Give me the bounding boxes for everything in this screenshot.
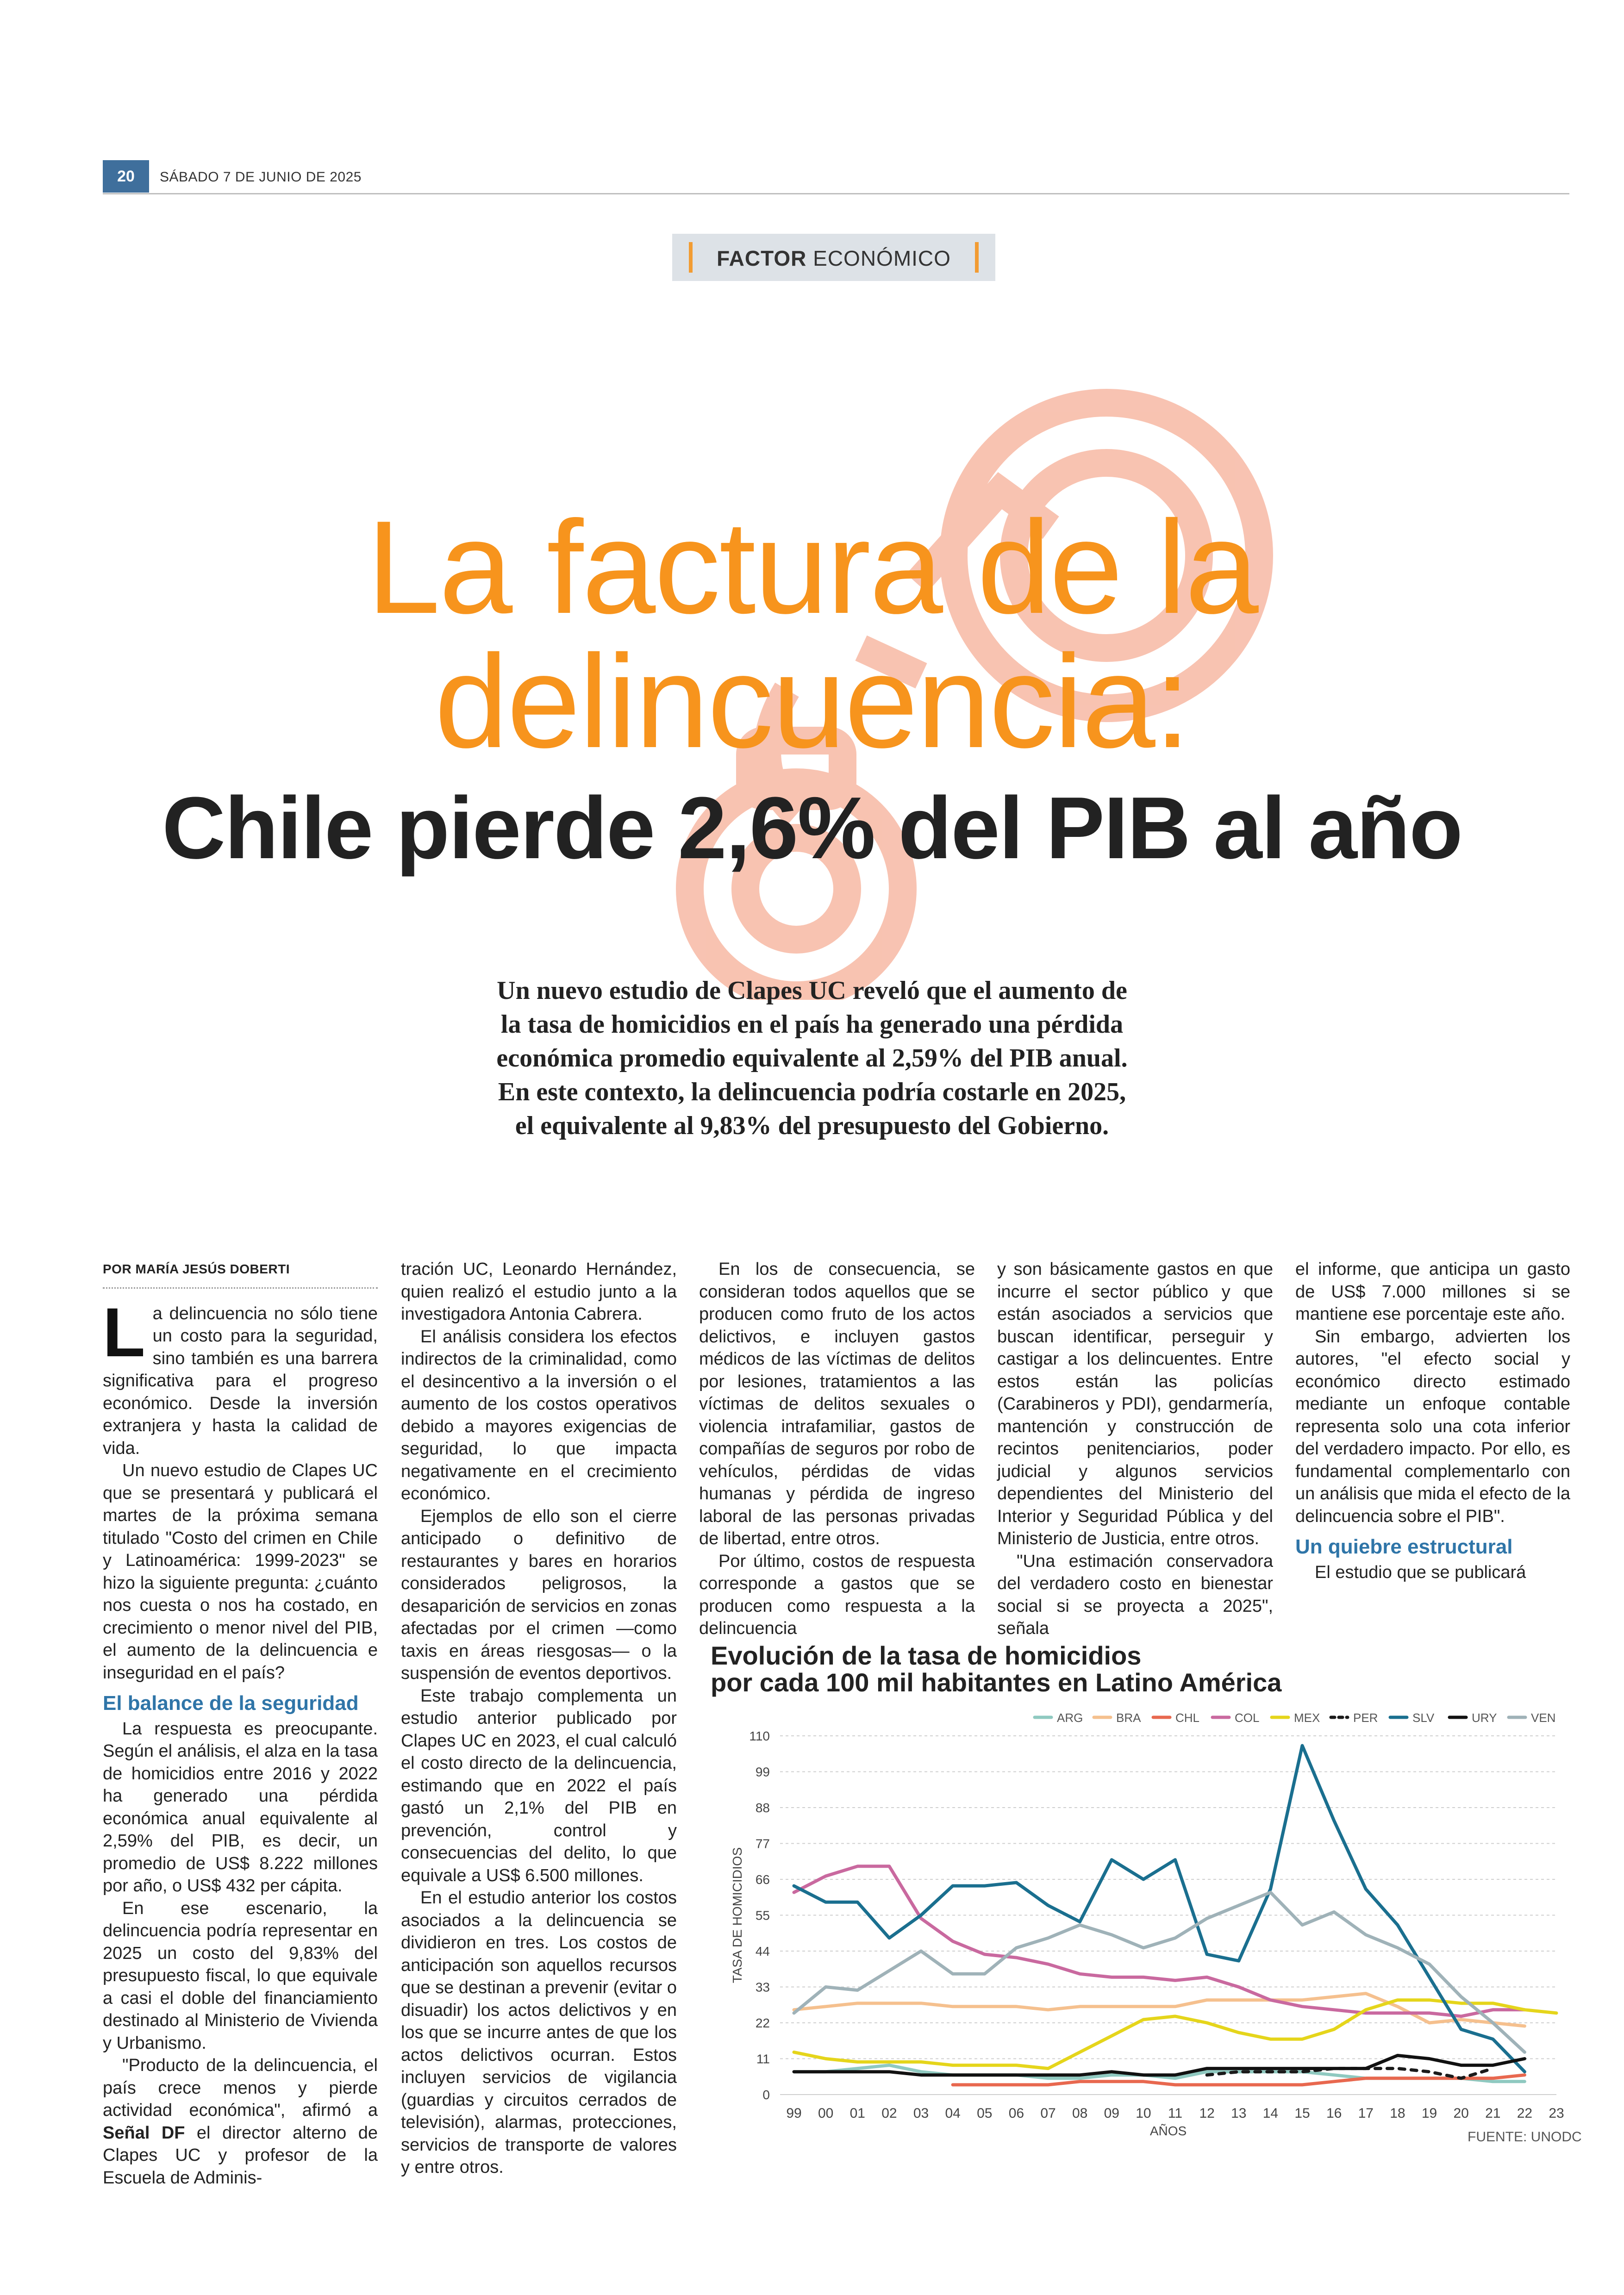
x-tick-label: 08	[1072, 2106, 1088, 2121]
x-tick-label: 23	[1549, 2106, 1564, 2121]
y-tick-label: 0	[762, 2088, 770, 2102]
x-tick-label: 06	[1008, 2106, 1024, 2121]
x-tick-label: 14	[1262, 2106, 1279, 2121]
headline-line1: La factura de la	[367, 493, 1257, 641]
article-column-5	[1295, 1258, 1570, 1584]
x-tick-label: 02	[881, 2106, 897, 2121]
deck-line: el equivalente al 9,83% del presupuesto del Gobierno.	[515, 1111, 1109, 1140]
chart-source: FUENTE: UNODC	[1468, 2129, 1582, 2145]
x-tick-label: 00	[818, 2106, 834, 2121]
drop-cap: L	[103, 1293, 145, 1371]
y-tick-label: 55	[755, 1908, 770, 1923]
chart-title-line2: por cada 100 mil habitantes en Latino América	[711, 1668, 1282, 1697]
y-tick-label: 11	[756, 2052, 770, 2066]
chart-title	[711, 1642, 1281, 1696]
article-paragraph: En los de consecuencia, se consideran todos aquellos que se producen como fruto de los actos delictivos, e incluyen gastos médicos de las víctimas de delitos por lesiones, tratamientos a las víctimas de delitos sexuales o violencia intrafamiliar, gastos de compañías de seguros por robo de vehículos, pérdidas de vidas humanas y pérdida de ingreso laboral de las personas privadas de libertad, entre otros.	[699, 1260, 975, 1548]
paragraph-text: a delincuencia no sólo tiene un costo para la seguridad, sino también es una barrera significativa para el progreso económico. Desde la inversión extranjera y hasta la calidad de vida.	[103, 1303, 378, 1458]
y-tick-label: 88	[755, 1801, 770, 1815]
article-paragraph: Sin embargo, advierten los autores, "el efecto social y económico directo estimado mediante un enfoque contable representa solo una cota inferior del verdadero impacto. Por ello, es fundamental complementarlo con un análisis que mida el efecto de la delincuencia sobre el PIB".	[1295, 1327, 1570, 1526]
y-tick-label: 110	[749, 1729, 770, 1743]
y-tick-label: 44	[755, 1944, 770, 1958]
x-tick-label: 01	[849, 2106, 865, 2121]
legend-label-ven: VEN	[1531, 1711, 1556, 1725]
paragraph-text: "Producto de la delincuencia, el país crece menos y pierde actividad económica", afirmó a	[103, 2056, 378, 2120]
legend-label-slv: SLV	[1412, 1711, 1435, 1725]
x-tick-label: 13	[1231, 2106, 1247, 2121]
homicide-rate-line-chart	[713, 1699, 1574, 2143]
legend-label-per: PER	[1353, 1711, 1378, 1725]
x-tick-label: 10	[1136, 2106, 1151, 2121]
article-paragraph: el informe, que anticipa un gasto de US$ 7.000 millones si se mantiene ese porcentaje este año.	[1295, 1260, 1570, 1324]
deck-line: En este contexto, la delincuencia podría costarle en 2025,	[498, 1078, 1126, 1106]
x-tick-label: 20	[1453, 2106, 1469, 2121]
series-line-ven	[794, 1892, 1524, 2052]
article-subheading: El balance de la seguridad	[103, 1692, 359, 1715]
x-tick-label: 99	[786, 2106, 802, 2121]
deck-line: la tasa de homicidios en el país ha generado una pérdida	[500, 1010, 1124, 1039]
article-paragraph: El estudio que se publicará	[1315, 1562, 1526, 1582]
x-tick-label: 04	[945, 2106, 961, 2121]
chart-title-line1: Evolución de la tasa de homicidios	[711, 1641, 1142, 1670]
y-tick-label: 22	[755, 2016, 770, 2030]
article-paragraph: Un nuevo estudio de Clapes UC que se presentará y publicará el martes de la próxima semana titulado "Costo del crimen en Chile y Latinoamérica: 1999-2023" se hizo la siguiente pregunta: ¿cuánto nos cuesta o nos ha costado, en crecimiento o menor nivel del PIB, el aumento de la delincuencia e inseguridad en el país?	[103, 1461, 378, 1683]
article-paragraph: La respuesta es preocupante. Según el análisis, el alza en la tasa de homicidios entre 2016 y 2022 ha generado una pérdida económica anual equivalente al 2,59% del PIB, es decir, un promedio de US$ 8.222 millones por año, o US$ 432 per cápita.	[103, 1719, 378, 1896]
series-line-mex	[794, 2000, 1556, 2069]
article-paragraph: El análisis considera los efectos indirectos de la criminalidad, como el desincentivo a la inversión o el aumento de los costos operativos debido a mayores exigencias de seguridad, lo que impacta negativamente en el crecimiento económico.	[401, 1327, 677, 1503]
y-tick-label: 99	[755, 1765, 770, 1779]
issue-date: SÁBADO 7 DE JUNIO DE 2025	[160, 169, 362, 185]
deck-line: económica promedio equivalente al 2,59% del PIB anual.	[496, 1044, 1128, 1073]
y-axis-label: TASA DE HOMICIDIOS	[730, 1847, 744, 1983]
article-subheading: Un quiebre estructural	[1295, 1535, 1513, 1558]
y-tick-label: 77	[755, 1836, 770, 1851]
y-tick-label: 66	[755, 1872, 770, 1887]
legend-label-mex: MEX	[1294, 1711, 1320, 1725]
article-column-3	[699, 1258, 975, 1640]
x-tick-label: 18	[1390, 2106, 1405, 2121]
x-axis-label: AÑOS	[1149, 2124, 1187, 2138]
subheadline: Chile pierde 2,6% del PIB al año	[162, 779, 1462, 877]
article-paragraph: tración UC, Leonardo Hernández, quien realizó el estudio junto a la investigadora Antonia Cabrera.	[401, 1260, 677, 1324]
headline	[0, 493, 1624, 775]
x-tick-label: 16	[1326, 2106, 1342, 2121]
header-rule	[103, 193, 1569, 194]
byline: POR MARÍA JESÚS DOBERTI	[103, 1258, 378, 1289]
article-column-4	[997, 1258, 1273, 1640]
article-column-2	[401, 1258, 677, 2179]
series-line-bra	[794, 1994, 1524, 2026]
deck-line: Un nuevo estudio de Clapes UC reveló que el aumento de	[497, 976, 1127, 1005]
paragraph-text: el director alterno de Clapes UC y profesor de la Escuela de Adminis-	[103, 2123, 378, 2188]
article-paragraph: Ejemplos de ello son el cierre anticipado o definitivo de restaurantes y bares en horarios considerados peligrosos, la desaparición de servicios en zonas afectadas por el crimen —como taxis en áreas riesgosas— o la suspensión de eventos deportivos.	[401, 1506, 677, 1683]
section-label-rest: ECONÓMICO	[806, 246, 951, 270]
x-tick-label: 17	[1358, 2106, 1374, 2121]
x-tick-label: 22	[1517, 2106, 1533, 2121]
legend-label-arg: ARG	[1057, 1711, 1083, 1725]
section-label-box	[672, 234, 995, 281]
legend-label-chl: CHL	[1175, 1711, 1200, 1725]
article-paragraph: En el estudio anterior los costos asociados a la delincuencia se dividieron en tres. Los costos de anticipación son aquellos recursos que se destinan a prevenir (evitar o disuadir) los actos delictivos y en los que se incurre antes de que los actos delictivos ocurran. Estos incluyen servicios de vigilancia (guardias y circuitos cerrados de televisión), alarmas, protecciones, servicios de transporte de valores y entre otros.	[401, 1888, 677, 2177]
page-number: 20	[103, 160, 149, 193]
x-tick-label: 12	[1199, 2106, 1215, 2121]
x-tick-label: 19	[1421, 2106, 1437, 2121]
article-column-1	[103, 1258, 378, 2189]
article-paragraph: En ese escenario, la delincuencia podría representar en 2025 un costo del 9,83% del presupuesto fiscal, lo que equivale a casi el doble del financiamiento destinado al Ministerio de Vivienda y Urbanismo.	[103, 1898, 378, 2053]
article-paragraph: "Una estimación conservadora del verdadero costo en bienestar social si se proyecta a 2025", señala	[997, 1551, 1273, 1638]
x-tick-label: 07	[1040, 2106, 1056, 2121]
article-paragraph: Por último, costos de respuesta corresponde a gastos que se producen como respuesta a la delincuencia	[699, 1551, 975, 1638]
article-paragraph: y son básicamente gastos en que incurre el sector público y que están asociados a servicios que buscan identificar, perseguir y castigar a los delincuentes. Entre estos están las policías (Carabineros y PDI), gendarmería, mantención y construcción de recintos penitenciarios, poder judicial y algunos servicios dependientes del Ministerio del Interior y Seguridad Pública y del Ministerio de Justicia, entre otros.	[997, 1260, 1273, 1548]
publication-name: Señal DF	[103, 2123, 185, 2143]
legend-label-col: COL	[1235, 1711, 1260, 1725]
legend-label-bra: BRA	[1116, 1711, 1141, 1725]
section-label	[672, 246, 995, 271]
article-paragraph	[103, 2054, 378, 2189]
x-tick-label: 03	[913, 2106, 929, 2121]
deck-summary	[463, 974, 1161, 1143]
article-paragraph	[103, 1293, 378, 1460]
article-paragraph: Este trabajo complementa un estudio anterior publicado por Clapes UC en 2023, el cual calculó el costo directo de la delincuencia, estimando que en 2022 el país gastó un 2,1% del PIB en prevención, control y consecuencias del delito, lo que equivale a US$ 6.500 millones.	[401, 1686, 677, 1885]
x-tick-label: 21	[1485, 2106, 1501, 2121]
y-tick-label: 33	[755, 1980, 770, 1995]
x-tick-label: 05	[977, 2106, 993, 2121]
section-label-bold: FACTOR	[717, 246, 807, 270]
headline-line2: delincuencia:	[434, 627, 1190, 775]
x-tick-label: 09	[1104, 2106, 1119, 2121]
x-tick-label: 11	[1168, 2106, 1183, 2121]
legend-label-ury: URY	[1472, 1711, 1497, 1725]
x-tick-label: 15	[1294, 2106, 1310, 2121]
